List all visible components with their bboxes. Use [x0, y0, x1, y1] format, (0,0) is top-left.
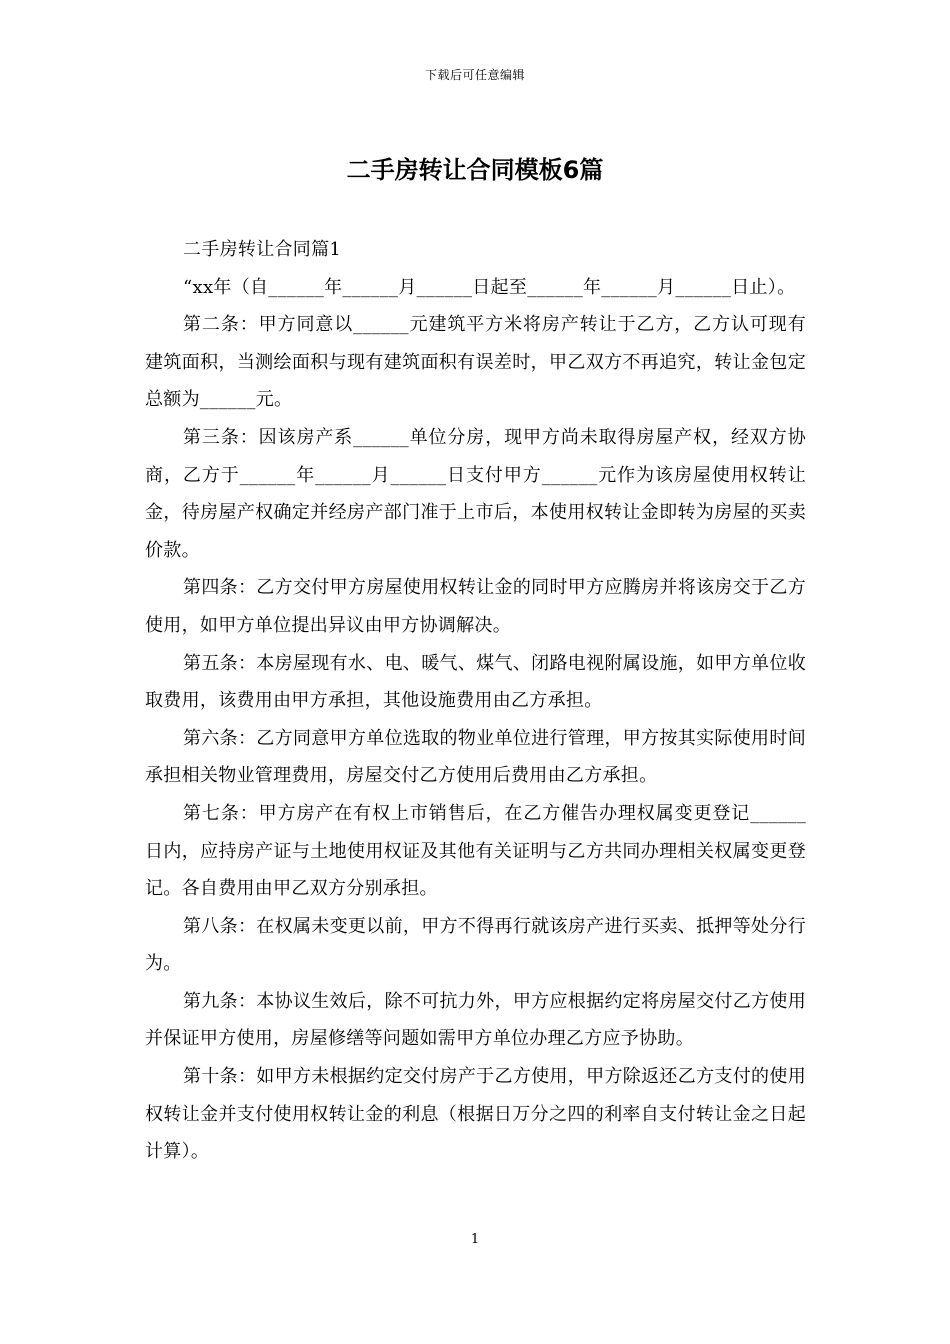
header-note: 下载后可任意编辑: [424, 68, 525, 82]
paragraph: 第十条：如甲方未根据约定交付房产于乙方使用，甲方除返还乙方支付的使用权转让金并支付使用权转让金的利息（根据日万分之四的利率自支付转让金之日起计算）。: [145, 1066, 806, 1163]
paragraph: “xx年（自______年______月______日起至______年______月______日止）。: [183, 276, 796, 298]
paragraph: 第四条：乙方交付甲方房屋使用权转让金的同时甲方应腾房并将该房交于乙方使用，如甲方单位提出异议由甲方协调解决。: [145, 577, 806, 636]
document-body: [145, 231, 806, 1171]
paragraph: 第六条：乙方同意甲方单位选取的物业单位进行管理，甲方按其实际使用时间承担相关物业管理费用，房屋交付乙方使用后费用由乙方承担。: [145, 727, 806, 787]
document-title: 二手房转让合同模板6篇: [346, 156, 604, 184]
paragraph: 第三条：因该房产系______单位分房，现甲方尚未取得房屋产权，经双方协商，乙方于______年______月______日支付甲方______元作为该房屋使用权转让金，待房屋产权确定并经房产部门准于上市后，本使用权转让金即转为房屋的买卖价款。: [145, 426, 806, 561]
page-number: 1: [470, 1232, 480, 1247]
paragraph: 第八条：在权属未变更以前，甲方不得再行就该房产进行买卖、抵押等处分行为。: [145, 915, 806, 975]
paragraph: 第九条：本协议生效后，除不可抗力外，甲方应根据约定将房屋交付乙方使用并保证甲方使用，房屋修缮等问题如需甲方单位办理乙方应予协助。: [145, 990, 806, 1050]
section-heading: 二手房转让合同篇1: [183, 239, 342, 260]
paragraph: 第七条：甲方房产在有权上市销售后，在乙方催告办理权属变更登记______日内，应持房产证与土地使用权证及其他有关证明与乙方共同办理相关权属变更登记。各自费用由甲乙双方分别承担。: [145, 802, 806, 900]
paragraph: 第五条：本房屋现有水、电、暖气、煤气、闭路电视附属设施，如甲方单位收取费用，该费用由甲方承担，其他设施费用由乙方承担。: [145, 652, 806, 712]
paragraph: 第二条：甲方同意以______元建筑平方米将房产转让于乙方，乙方认可现有建筑面积，当测绘面积与现有建筑面积有误差时，甲乙双方不再追究，转让金包定总额为______元。: [145, 314, 806, 411]
